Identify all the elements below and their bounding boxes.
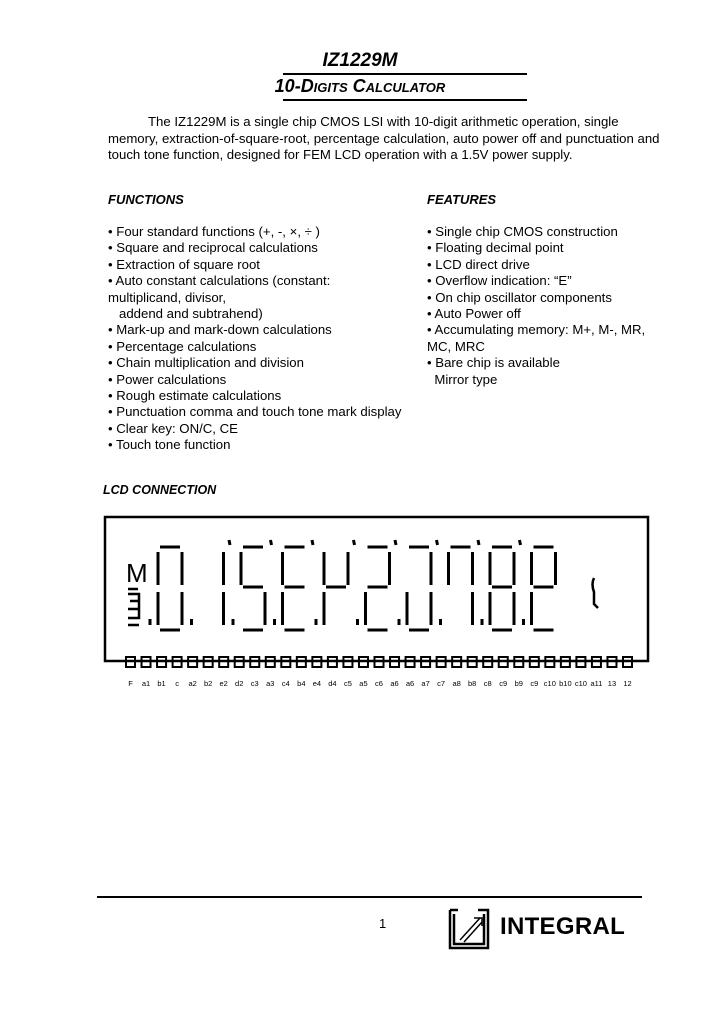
lcd-comma-mark — [229, 540, 230, 545]
lcd-pin-label: c5 — [343, 679, 352, 688]
feature-item: Mirror type — [427, 371, 498, 387]
lcd-comma-mark — [395, 540, 396, 545]
lcd-minus-segment — [128, 589, 139, 625]
lcd-pin-label: a3 — [266, 679, 275, 688]
lcd-pin-label: b10 — [559, 679, 572, 688]
lcd-comma-mark — [312, 540, 313, 545]
lcd-pin-label: c9 — [530, 679, 539, 688]
function-item: addend and subtrahend) — [108, 306, 263, 322]
lcd-pin-label: a6 — [405, 679, 415, 688]
lcd-pin-label: a7 — [421, 679, 430, 688]
function-item: • Mark-up and mark-down calculations — [108, 322, 332, 338]
lcd-pin-label: 13 — [607, 679, 617, 688]
function-item: • Percentage calculations — [108, 338, 257, 354]
lcd-pin-label: b8 — [468, 679, 477, 688]
lcd-comma-mark — [354, 540, 355, 545]
function-item: • Touch tone function — [108, 437, 231, 453]
integral-logo-icon — [448, 908, 492, 950]
lcd-pin-label: c10 — [543, 679, 556, 688]
lcd-comma-mark — [478, 540, 479, 545]
feature-item: • LCD direct drive — [427, 256, 530, 272]
function-item: • Clear key: ON/C, CE — [108, 420, 238, 436]
lcd-pin-label: b4 — [297, 679, 306, 688]
lcd-pin-label: a2 — [188, 679, 197, 688]
feature-item: • Floating decimal point — [427, 240, 564, 256]
feature-item: • Auto Power off — [427, 306, 521, 322]
lcd-pin-label: F — [128, 679, 133, 688]
page-title: IZ1229M — [322, 50, 398, 71]
touch-tone-mark-icon — [593, 578, 599, 608]
feature-item: • Bare chip is available — [427, 355, 560, 371]
lcd-pin-label: c4 — [281, 679, 290, 688]
lcd-pin-label: c10 — [574, 679, 587, 688]
feature-item: MC, MRC — [427, 338, 485, 354]
function-item: • Extraction of square root — [108, 256, 260, 272]
features-heading: FEATURES — [427, 192, 497, 207]
lcd-pin-label: c6 — [375, 679, 383, 688]
lcd-pin-label: d4 — [328, 679, 337, 688]
function-item: • Power calculations — [108, 371, 227, 387]
function-item: • Square and reciprocal calculations — [108, 240, 318, 256]
functions-heading: FUNCTIONS — [108, 192, 184, 207]
lcd-pin-label: c7 — [437, 679, 446, 688]
page-number: 1 — [379, 916, 387, 931]
lcd-pin-label: b9 — [514, 679, 523, 688]
function-item: • Punctuation comma and touch tone mark display — [108, 404, 402, 420]
feature-item: • Overflow indication: “E” — [427, 273, 572, 289]
feature-item: • On chip oscillator components — [427, 289, 612, 305]
function-item: • Rough estimate calculations — [108, 388, 282, 404]
feature-item: • Accumulating memory: M+, M-, MR, — [427, 322, 646, 338]
lcd-comma-mark — [437, 540, 438, 545]
lcd-pin-label: c8 — [483, 679, 492, 688]
lcd-glass-outline — [105, 517, 648, 661]
lcd-pin-label: c — [175, 679, 179, 688]
lcd-comma-mark — [520, 540, 521, 545]
lcd-pin-label: a8 — [452, 679, 461, 688]
function-item: • Auto constant calculations (constant: — [108, 273, 331, 289]
brand-name: INTEGRAL — [500, 913, 626, 940]
function-item: • Four standard functions (+, -, ×, ÷ ) — [108, 224, 320, 239]
lcd-pin-label: c3 — [250, 679, 259, 688]
lcd-pin-label: a1 — [141, 679, 151, 688]
lcd-pin-label: a6 — [390, 679, 399, 688]
lcd-pin-label: e2 — [219, 679, 228, 688]
intro-text: The IZ1229M is a single chip CMOS LSI with 10-digit arithmetic operation, single memory, extraction-of-square-root, percentage calculation, auto power off and punctuation and touch tone function, designed for FEM LCD operation with a 1.5V power supply. — [108, 114, 660, 162]
lcd-connection-heading: LCD CONNECTION — [103, 483, 217, 497]
function-item: • Chain multiplication and division — [108, 355, 304, 371]
lcd-pin-label: d2 — [235, 679, 244, 688]
feature-item: • Single chip CMOS construction — [427, 224, 618, 239]
lcd-comma-mark — [271, 540, 272, 545]
lcd-pin-label: 12 — [623, 679, 632, 688]
lcd-pin-label: c9 — [499, 679, 508, 688]
lcd-pin-label: b2 — [203, 679, 213, 688]
lcd-pin-label: a5 — [359, 679, 368, 688]
lcd-pin-label: b1 — [157, 679, 166, 688]
lcd-memory-indicator: M — [126, 558, 148, 588]
function-item: multiplicand, divisor, — [108, 289, 227, 305]
lcd-pin-label: a11 — [590, 679, 603, 688]
lcd-digits — [150, 540, 556, 630]
page-subtitle: 10-Digits Calculator — [274, 76, 446, 96]
lcd-pin-label: e4 — [312, 679, 322, 688]
footer-rule — [97, 896, 642, 898]
